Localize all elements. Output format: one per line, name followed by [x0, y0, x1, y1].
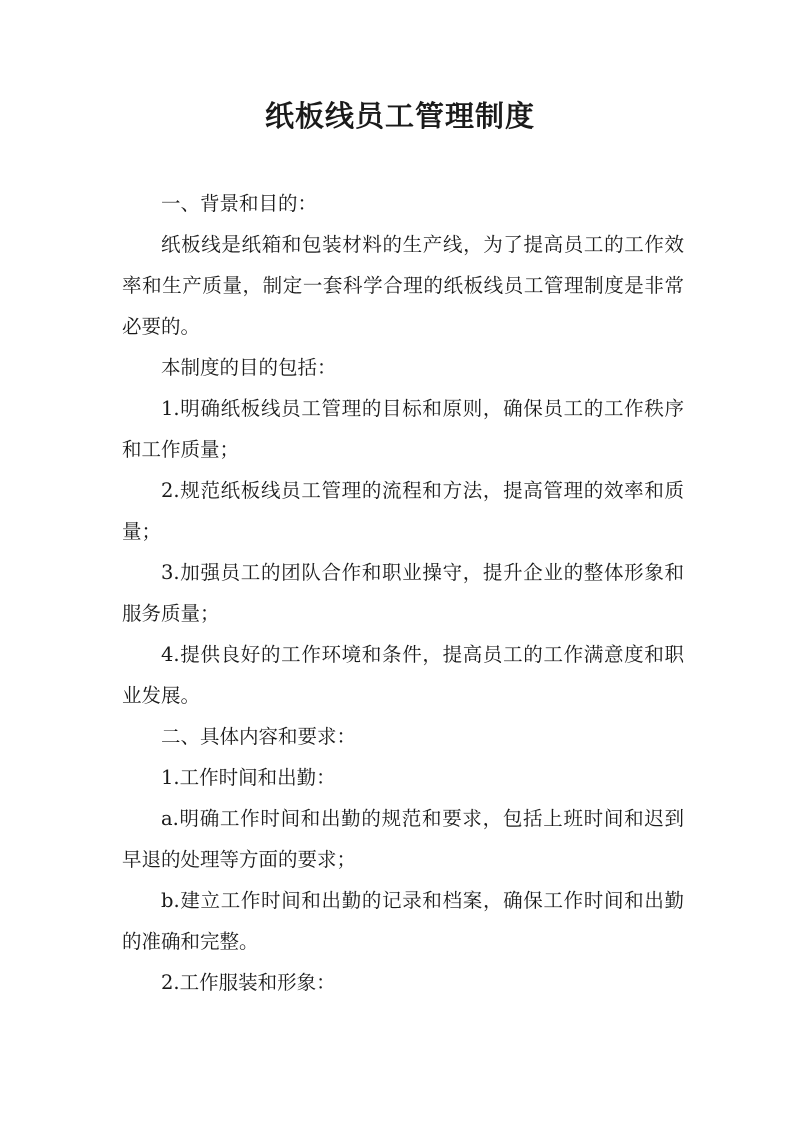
- paragraph-purpose-lead: 本制度的目的包括：: [161, 356, 337, 379]
- purpose-item-3: 3.加强员工的团队合作和职业操守，提升企业的整体形象和服务质量；: [122, 561, 684, 625]
- document-body: [122, 183, 684, 1003]
- attendance-item-b: b.建立工作时间和出勤的记录和档案，确保工作时间和出勤的准确和完整。: [122, 889, 684, 953]
- document-title: 纸板线员工管理制度: [264, 99, 535, 133]
- purpose-item-2: 2.规范纸板线员工管理的流程和方法，提高管理的效率和质量；: [122, 479, 684, 543]
- paragraph-intro: 纸板线是纸箱和包装材料的生产线，为了提高员工的工作效率和生产质量，制定一套科学合理的纸板线员工管理制度是非常必要的。: [122, 233, 684, 338]
- attendance-item-a: a.明确工作时间和出勤的规范和要求，包括上班时间和迟到早退的处理等方面的要求；: [122, 807, 684, 871]
- purpose-item-4: 4.提供良好的工作环境和条件，提高员工的工作满意度和职业发展。: [122, 643, 684, 707]
- subsection-heading-uniform: 2.工作服装和形象：: [161, 971, 336, 994]
- subsection-heading-attendance: 1.工作时间和出勤：: [161, 766, 336, 789]
- purpose-item-1: 1.明确纸板线员工管理的目标和原则，确保员工的工作秩序和工作质量；: [122, 397, 684, 461]
- section-heading-requirements: 二、具体内容和要求：: [161, 725, 357, 748]
- section-heading-background: 一、背景和目的：: [161, 192, 318, 215]
